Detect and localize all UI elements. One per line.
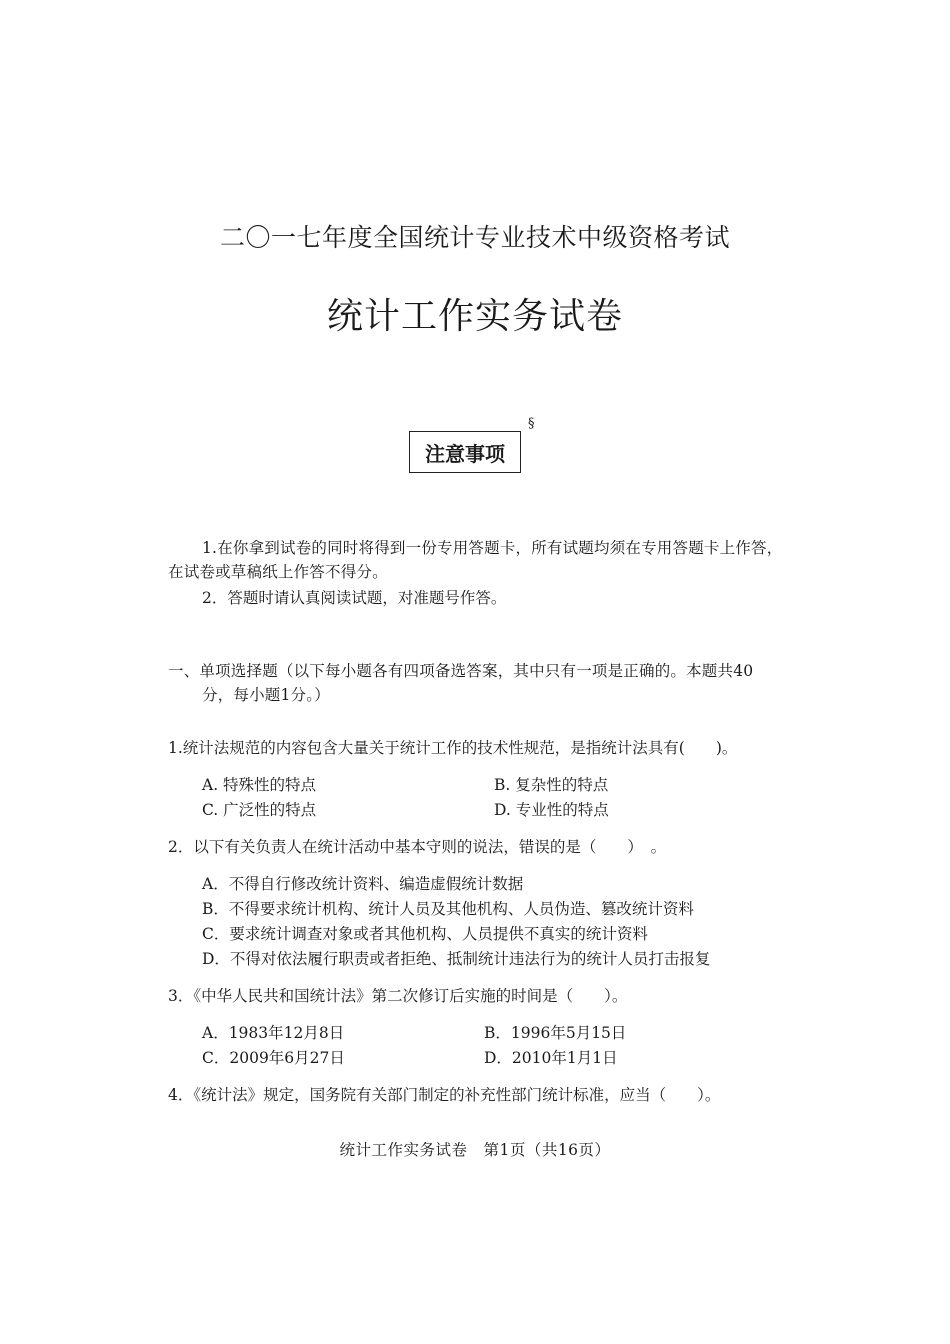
option: D．不得对依法履行职责或者拒绝、抵制统计违法行为的统计人员打击报复 xyxy=(202,950,711,968)
option: A．不得自行修改统计资料、编造虚假统计数据 xyxy=(202,875,524,893)
option: C．2009年6月27日 xyxy=(202,1049,345,1067)
notice-item: 2．答题时请认真阅读试题，对准题号作答。 xyxy=(202,589,507,607)
option: C. 广泛性的特点 xyxy=(202,801,317,819)
question-stem: 1.统计法规范的内容包含大量关于统计工作的技术性规范，是指统计法具有( )。 xyxy=(168,739,738,757)
paper-title: 统计工作实务试卷 xyxy=(326,296,623,337)
question-stem: 2．以下有关负责人在统计活动中基本守则的说法，错误的是（ ） 。 xyxy=(168,838,667,856)
notice-heading: 注意事项 xyxy=(425,441,505,466)
option: B．不得要求统计机构、统计人员及其他机构、人员伪造、篡改统计资料 xyxy=(202,900,694,918)
question-stem: 3．《中华人民共和国统计法》第二次修订后实施的时间是（ ）。 xyxy=(168,987,628,1005)
page-footer: 统计工作实务试卷 第1页（共16页） xyxy=(339,1141,611,1159)
section-heading-line: 一、单项选择题（以下每小题各有四项备选答案，其中只有一项是正确的。本题共40 xyxy=(168,662,754,680)
option: B．1996年5月15日 xyxy=(484,1024,627,1042)
question-stem: 4．《统计法》规定，国务院有关部门制定的补充性部门统计标准，应当（ ）。 xyxy=(168,1086,721,1104)
notice-item: 1.在你拿到试卷的同时将得到一份专用答题卡，所有试题均须在专用答题卡上作答，在试卷或草稿纸上作答不得分。 xyxy=(168,539,783,581)
option: A. 特殊性的特点 xyxy=(202,776,317,794)
option: D．2010年1月1日 xyxy=(484,1049,618,1067)
notice-heading-box xyxy=(409,431,521,473)
option: C．要求统计调查对象或者其他机构、人员提供不真实的统计资料 xyxy=(202,925,648,943)
section-heading-line: 分，每小题1分。） xyxy=(202,686,330,704)
option: B. 复杂性的特点 xyxy=(494,776,609,794)
option: A．1983年12月8日 xyxy=(202,1024,345,1042)
option: D. 专业性的特点 xyxy=(494,801,609,819)
section-heading xyxy=(168,659,788,707)
exam-title: 二〇一七年度全国统计专业技术中级资格考试 xyxy=(219,223,730,252)
section-mark: § xyxy=(528,416,535,431)
